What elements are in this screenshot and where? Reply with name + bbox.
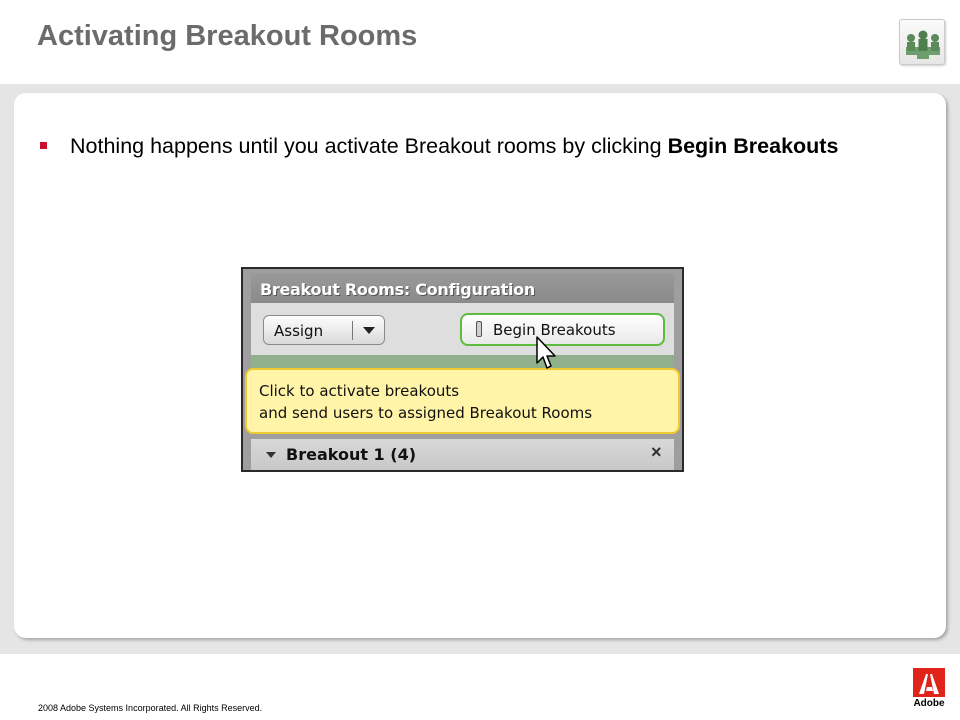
tooltip	[245, 368, 680, 434]
bullet-text-plain: Nothing happens until you activate Breakout rooms by clicking	[70, 134, 668, 158]
adobe-logo	[910, 668, 948, 712]
breakout-room-row[interactable]	[251, 439, 674, 470]
panel-toolbar	[251, 303, 674, 355]
bar-icon	[476, 321, 482, 337]
assign-button-label: Assign	[274, 322, 324, 340]
begin-breakouts-label: Begin Breakouts	[493, 321, 616, 339]
meeting-people-icon	[899, 19, 945, 65]
bullet-marker	[40, 142, 47, 149]
slide-title: Activating Breakout Rooms	[37, 20, 418, 52]
close-icon[interactable]: ×	[651, 442, 662, 462]
bullet-text-bold: Begin Breakouts	[667, 134, 839, 158]
assign-button[interactable]	[263, 315, 385, 345]
breakout-room-label: Breakout 1 (4)	[286, 445, 417, 464]
panel-title: Breakout Rooms: Configuration	[260, 280, 535, 299]
screenshot-frame	[243, 269, 682, 470]
adobe-logo-mark	[913, 668, 945, 697]
assign-divider	[352, 321, 353, 340]
adobe-logo-text: Adobe	[913, 698, 945, 709]
collapse-triangle-icon[interactable]	[266, 452, 276, 458]
panel-title-bar	[251, 273, 674, 303]
bullet-text	[70, 132, 910, 160]
chevron-down-icon[interactable]	[363, 327, 375, 334]
copyright-text: 2008 Adobe Systems Incorporated. All Rights Reserved.	[38, 703, 263, 713]
breakout-screenshot	[241, 267, 684, 472]
begin-breakouts-button[interactable]	[460, 313, 665, 346]
tooltip-line-2: and send users to assigned Breakout Rooms	[259, 404, 593, 422]
mouse-cursor-icon	[535, 335, 559, 371]
tooltip-line-1: Click to activate breakouts	[259, 382, 460, 400]
